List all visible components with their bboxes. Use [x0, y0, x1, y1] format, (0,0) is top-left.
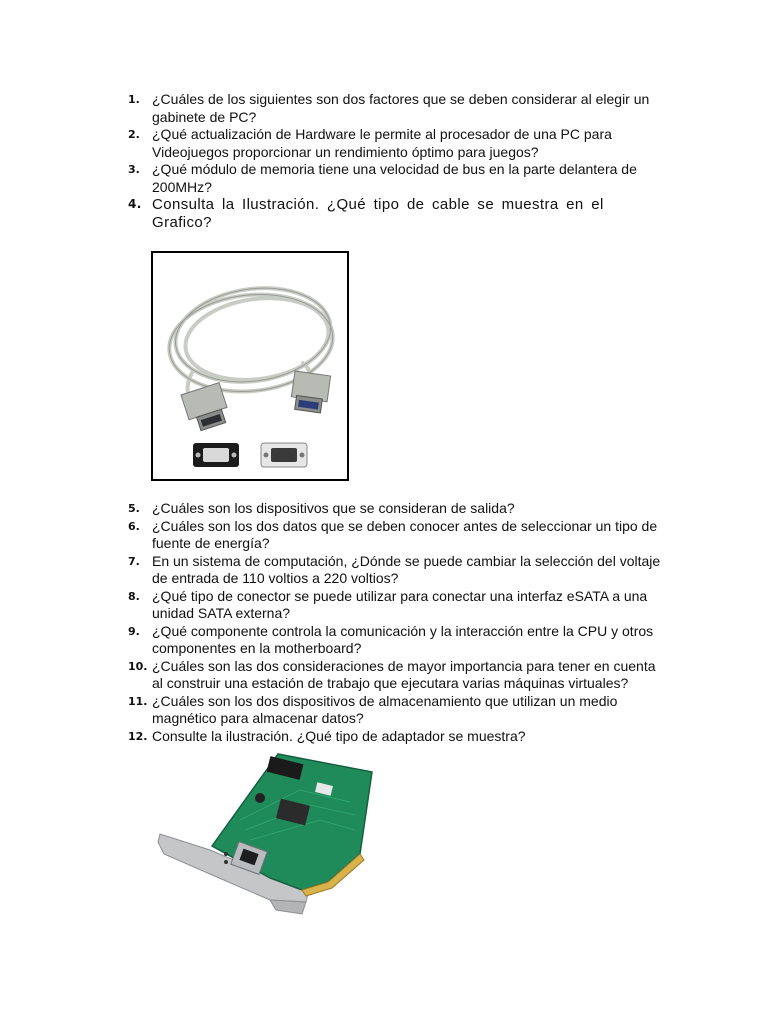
question-text: Consulta la Ilustración. ¿Qué tipo de cable se muestra en el Grafico? [152, 196, 604, 231]
serial-cable-icon [153, 253, 347, 479]
question-item [128, 693, 668, 728]
question-number: 6. [128, 519, 140, 533]
question-text: ¿Cuáles de los siguientes son dos factores que se deben considerar al elegir un gabinete de PC? [152, 91, 650, 125]
question-number: 5. [128, 502, 140, 515]
question-list-top [128, 91, 668, 231]
question-text: ¿Qué módulo de memoria tiene una velocidad de bus en la parte delantera de 200MHz? [152, 161, 637, 195]
question-item [128, 196, 668, 231]
question-number: 8. [128, 589, 140, 603]
question-number: 11. [128, 694, 148, 708]
question-number: 12. [128, 729, 148, 743]
question-text: Consulte la ilustración. ¿Qué tipo de adaptador se muestra? [152, 727, 526, 744]
network-card-figure [150, 750, 380, 920]
question-item [128, 518, 668, 553]
question-item [128, 728, 668, 746]
serial-cable-figure [151, 251, 349, 481]
question-text: ¿Cuáles son los dispositivos que se consideran de salida? [152, 500, 515, 516]
question-number: 2. [128, 128, 140, 141]
question-number: 9. [128, 624, 140, 638]
question-item [128, 500, 668, 518]
question-item [128, 623, 668, 658]
question-text: ¿Qué tipo de conector se puede utilizar para conectar una interfaz eSATA a una unidad SATA externa? [152, 587, 648, 621]
question-text: ¿Qué actualización de Hardware le permite al procesador de una PC para Videojuegos proporcionar un rendimiento óptimo para juegos? [152, 126, 612, 160]
network-card-icon [150, 750, 380, 920]
question-item [128, 91, 668, 126]
question-text: ¿Cuáles son los dos datos que se deben conocer antes de seleccionar un tipo de fuente de energía? [152, 517, 658, 551]
question-text: ¿Cuáles son los dos dispositivos de almacenamiento que utilizan un medio magnético para almacenar datos? [152, 692, 618, 726]
question-list-bottom [128, 500, 668, 745]
question-text: En un sistema de computación, ¿Dónde se puede cambiar la selección del voltaje de entrada de 110 voltios a 220 voltios? [152, 552, 661, 586]
question-text: ¿Cuáles son las dos consideraciones de mayor importancia para tener en cuenta al construir una estación de trabajo que ejecutara varias máquinas virtuales? [152, 657, 656, 691]
question-item [128, 126, 668, 161]
question-item [128, 588, 668, 623]
question-number: 4. [128, 197, 142, 211]
question-text: ¿Qué componente controla la comunicación y la interacción entre la CPU y otros componentes en la motherboard? [152, 622, 654, 656]
question-item [128, 553, 668, 588]
question-item [128, 161, 668, 196]
question-number: 3. [128, 163, 140, 176]
question-number: 1. [128, 93, 140, 106]
question-item [128, 658, 668, 693]
question-number: 10. [128, 659, 148, 673]
question-number: 7. [128, 554, 140, 568]
